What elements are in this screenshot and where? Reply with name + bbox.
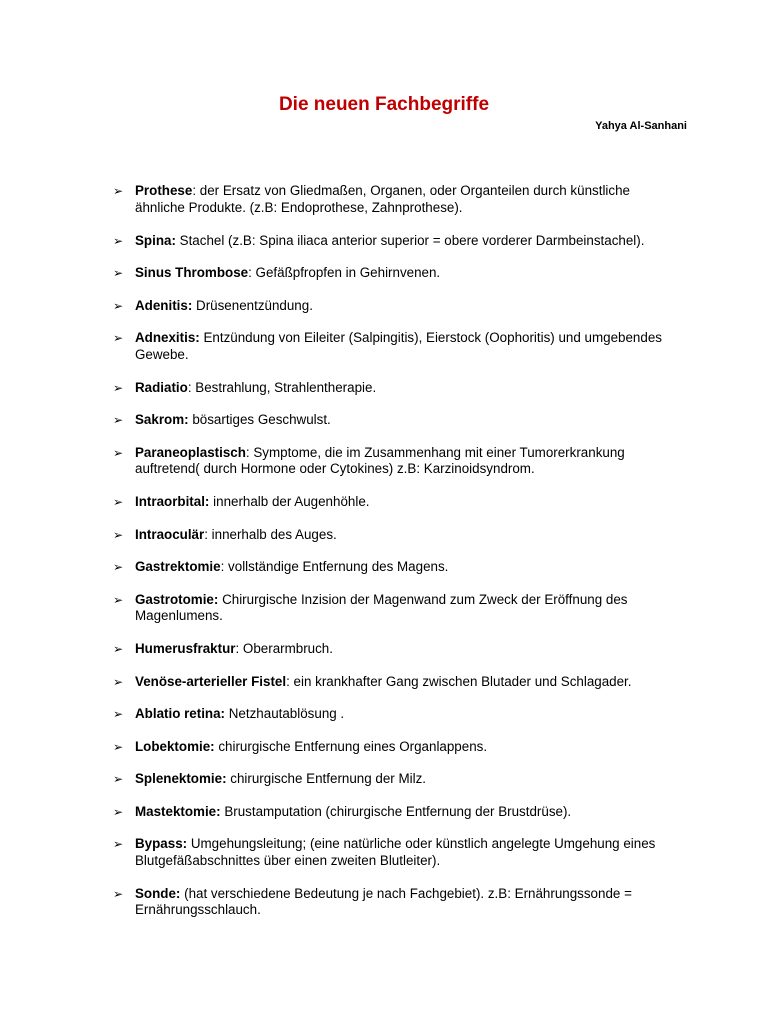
term-definition: Oberarmbruch. (242, 641, 333, 656)
term-label: Gastrektomie (135, 559, 221, 574)
term-label: Paraneoplastisch (135, 444, 246, 460)
arrow-bullet-icon: ➢ (113, 184, 124, 198)
list-item: ➢ Radiatio: Bestrahlung, Strahlentherapie. (113, 379, 377, 395)
arrow-bullet-icon: ➢ (113, 527, 124, 542)
term-label: Intraorbital: (135, 494, 210, 509)
term-label: Adnexitis: (135, 330, 200, 345)
arrow-bullet-icon: ➢ (113, 560, 124, 574)
term-label: Radiatio (135, 379, 188, 395)
term-label: Splenektomie: (135, 771, 227, 786)
list-item (113, 836, 683, 869)
term-label: Gastrotomie: (135, 591, 219, 607)
term-label: Sonde: (135, 885, 181, 901)
term-definition: (hat verschiedene Bedeutung je nach Fachgebiet). z.B: Ernährungssonde = Ernährungsschlauch. (135, 885, 632, 917)
term-label: Venöse-arterieller Fistel (135, 673, 287, 689)
term-definition: vollständige Entfernung des Magens. (228, 559, 449, 574)
term-label: Humerusfraktur (135, 641, 236, 656)
term-definition: Brustamputation (chirurgische Entfernung der Brustdrüse). (224, 803, 572, 819)
term-definition: Entzündung von Eileiter (Salpingitis), Eierstock (Oophoritis) und umgebendes Gewebe. (135, 330, 662, 362)
list-item (113, 412, 683, 429)
list-item: ➢ Prothese: der Ersatz von Gliedmaßen, Organen, oder Organteilen durch künstliche ähnliche Produkte. (z.B: Endoprothese, Zahnprothese). (113, 183, 630, 215)
term-label: Mastektomie: (135, 803, 221, 819)
arrow-bullet-icon: ➢ (113, 266, 124, 280)
term-label: Intraoculär (135, 526, 205, 542)
term-definition: Netzhautablösung . (228, 706, 345, 721)
term-definition: bösartiges Geschwulst. (192, 412, 331, 427)
arrow-bullet-icon: ➢ (113, 772, 124, 786)
term-label: Lobektomie: (135, 738, 215, 754)
page-title: Die neuen Fachbegriffe (278, 94, 490, 115)
arrow-bullet-icon: ➢ (113, 804, 124, 819)
list-item: ➢ Paraneoplastisch: Symptome, die im Zusammenhang mit einer Tumorerkrankung auftretend( durch Hormone oder Cytokines) z.B: Karzinoidsyndrom. (113, 444, 625, 476)
list-item: ➢ Intraoculär: innerhalb des Auges. (113, 526, 337, 542)
arrow-bullet-icon: ➢ (113, 380, 124, 395)
term-definition: Chirurgische Inzision der Magenwand zum Zweck der Eröffnung des Magenlumens. (135, 591, 628, 623)
list-item (113, 771, 683, 788)
term-list (113, 183, 683, 935)
list-item (113, 494, 683, 511)
arrow-bullet-icon: ➢ (113, 739, 124, 754)
term-definition: chirurgische Entfernung der Milz. (230, 771, 427, 786)
list-item: ➢ Venöse-arterieller Fistel: ein krankhafter Gang zwischen Blutader und Schlagader. (113, 673, 632, 689)
term-definition: Symptome, die im Zusammenhang mit einer Tumorerkrankung auftretend( durch Hormone oder Cytokines) z.B: Karzinoidsyndrom. (135, 444, 625, 476)
term-definition: innerhalb der Augenhöhle. (213, 494, 370, 509)
list-item (113, 330, 683, 363)
term-label: Spina: (135, 232, 176, 248)
term-label: Sakrom: (135, 412, 189, 427)
arrow-bullet-icon: ➢ (113, 445, 124, 460)
arrow-bullet-icon: ➢ (113, 642, 124, 656)
list-item (113, 804, 683, 821)
term-definition: Umgehungsleitung; (eine natürliche oder künstlich angelegte Umgehung eines Blutgefäßabschnittes über einen zweiten Blutleiter). (135, 836, 656, 868)
list-item: ➢ Gastrektomie: vollständige Entfernung des Magens. (113, 559, 449, 574)
term-label: Adenitis: (135, 297, 193, 313)
term-definition: chirurgische Entfernung eines Organlappens. (218, 738, 488, 754)
arrow-bullet-icon: ➢ (113, 495, 124, 509)
term-definition: Drüsenentzündung. (196, 297, 313, 313)
arrow-bullet-icon: ➢ (113, 331, 124, 345)
term-label: Sinus Thrombose (135, 265, 249, 280)
term-definition: innerhalb des Auges. (211, 526, 337, 542)
arrow-bullet-icon: ➢ (113, 413, 124, 427)
list-item (113, 233, 683, 250)
arrow-bullet-icon: ➢ (113, 233, 124, 248)
arrow-bullet-icon: ➢ (113, 837, 124, 851)
list-item (113, 886, 683, 919)
arrow-bullet-icon: ➢ (113, 674, 124, 689)
list-item: ➢ Humerusfraktur: Oberarmbruch. (113, 641, 333, 656)
term-definition: Bestrahlung, Strahlentherapie. (195, 379, 377, 395)
list-item (113, 739, 683, 756)
list-item (113, 298, 683, 315)
term-definition: der Ersatz von Gliedmaßen, Organen, oder Organteilen durch künstliche ähnliche Produkte. (z.B: Endoprothese, Zahnprothese). (135, 183, 630, 215)
term-label: Bypass: (135, 836, 188, 851)
arrow-bullet-icon: ➢ (113, 707, 124, 721)
term-definition: ein krankhafter Gang zwischen Blutader und Schlagader. (293, 673, 632, 689)
list-item (113, 706, 683, 723)
arrow-bullet-icon: ➢ (113, 298, 124, 313)
term-label: Prothese (135, 183, 193, 198)
arrow-bullet-icon: ➢ (113, 886, 124, 901)
term-definition: Stachel (z.B: Spina iliaca anterior superior = obere vorderer Darmbeinstachel). (179, 232, 645, 248)
arrow-bullet-icon: ➢ (113, 592, 124, 607)
author-name: Yahya Al-Sanhani (595, 120, 687, 132)
term-label: Ablatio retina: (135, 706, 226, 721)
list-item: ➢ Sinus Thrombose: Gefäßpfropfen in Gehirnvenen. (113, 265, 441, 280)
list-item (113, 592, 683, 625)
term-definition: Gefäßpfropfen in Gehirnvenen. (255, 265, 441, 280)
